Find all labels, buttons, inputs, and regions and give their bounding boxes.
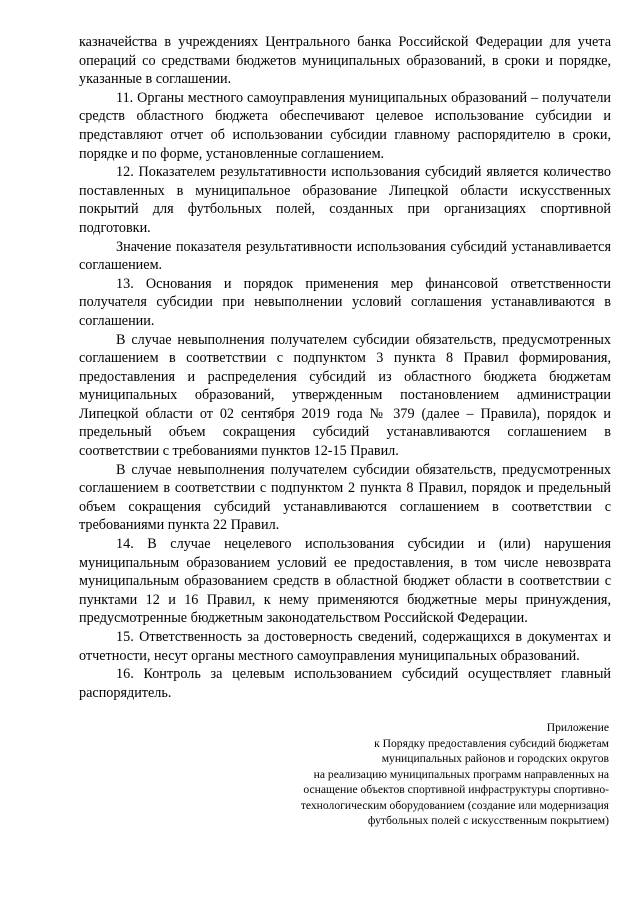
paragraph-14: 14. В случае нецелевого использования субсидии и (или) нарушения муниципальным образованием условий ее предоставления, в том числе невозврата муниципальным образованием средств в областной бюджет области в соответствии с пунктами 12 и 16 Правил, к нему применяются бюджетные меры принуждения, предусмотренные бюджетным законодательством Российской Федерации.: [79, 536, 611, 627]
appendix-line: муниципальных районов и городских округов: [381, 752, 609, 765]
appendix-line: к Порядку предоставления субсидий бюджетам: [374, 736, 609, 750]
paragraph-15: 15. Ответственность за достоверность сведений, содержащихся в документах и отчетности, несут органы местного самоуправления муниципальных образований.: [79, 629, 611, 664]
appendix-title: Приложение: [546, 721, 609, 734]
appendix-line: оснащение объектов спортивной инфраструктуры спортивно-: [303, 783, 609, 796]
appendix-line: футбольных полей с искусственным покрытием): [367, 814, 609, 827]
document-body: [79, 33, 611, 702]
paragraph-treasury-continuation: казначейства в учреждениях Центрального банка Российской Федерации для учета операций со средствами бюджетов муниципальных образований, в сроки и порядке, указанные в соглашении.: [79, 34, 611, 88]
paragraph-11: 11. Органы местного самоуправления муниципальных образований – получатели средств областного бюджета обеспечивают целевое использование субсидии и представляют отчет об использовании субсидии главному распорядителю в сроки, порядке и по форме, установленные соглашением.: [79, 89, 611, 162]
paragraph-16: 16. Контроль за целевым использованием субсидий осуществляет главный распорядитель.: [79, 666, 611, 701]
appendix-header: [189, 720, 609, 829]
paragraph-13: 13. Основания и порядок применения мер финансовой ответственности получателя субсидии при невыполнении условий соглашения устанавливаются в соглашении.: [79, 275, 611, 329]
appendix-line: на реализацию муниципальных программ направленных на: [313, 767, 609, 781]
paragraph-12: 12. Показателем результативности использования субсидий является количество поставленных в муниципальное образование Липецкой области искусственных покрытий для футбольных полей, созданных при организациях спортивной подготовки.: [79, 164, 611, 236]
paragraph-12-value: Значение показателя результативности использования субсидий устанавливается соглашением.: [79, 238, 611, 274]
appendix-line: технологическим оборудованием (создание или модернизация: [300, 798, 609, 812]
paragraph-13-case-subpoint-2: В случае невыполнения получателем субсидии обязательств, предусмотренных соглашением в соответствии с подпунктом 2 пункта 8 Правил, порядок и предельный объем сокращения субсидий устанавливаются соглашением в соответствии с требованиями пункта 22 Правил.: [79, 461, 611, 534]
paragraph-13-case-subpoint-3: В случае невыполнения получателем субсидии обязательств, предусмотренных соглашением в соответствии с подпунктом 3 пункта 8 Правил формирования, предоставления и распределения субсидий из областного бюджета бюджетам муниципальных образований, утвержденным постановлением администрации Липецкой области от 02 сентября 2019 года № 379 (далее – Правила), порядок и предельный объем сокращения субсидий устанавливаются соглашением в соответствии с требованиями пунктов 12-15 Правил.: [79, 331, 611, 460]
